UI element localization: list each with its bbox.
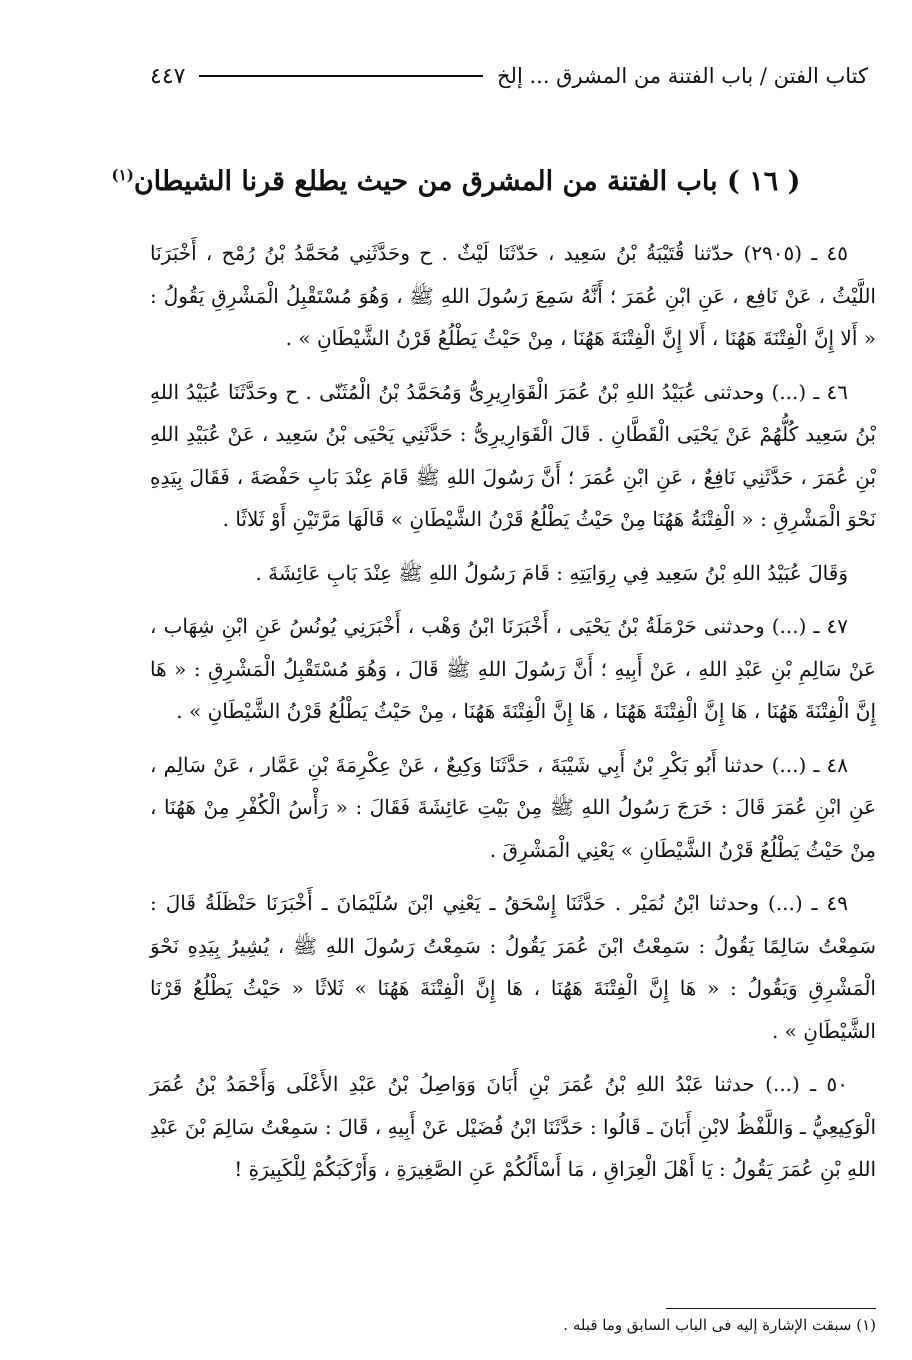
hadith-45: ٤٥ ـ (٢٩٠٥) حدّثنا قُتَيْبَةُ بْنُ سَعِيد ، حَدّثَنَا لَيْثٌ . ح وحَدَّثَنِي مُحَمَّدُ بْنُ رُمْح ، أَخْبَرَنَا اللَّيْثُ ، عَنْ نَافِع ، عَنِ ابْنِ عُمَرَ ؛ أَنَّهُ سَمِعَ رَسُولَ اللهِ ﷺ ، وَهُوَ مُسْتَقْبِلُ الْمَشْرِقِ يَقُولُ : « أَلا إِنَّ الْفِتْنَةَ هَهُنَا ، أَلا إِنَّ الْفِتْنَةَ هَهُنَا ، مِنْ حَيْثُ يَطْلُعُ قَرْنُ الشَّيْطَانِ » . (150, 241, 876, 350)
hadith-50: ٥٠ ـ (...) حدثنا عَبْدُ اللهِ بْنُ عُمَرَ بْنِ أَبَانَ وَوَاصِلُ بْنُ عَبْدِ الأَعْلَى وَأَحْمَدُ بْنُ عُمَرَ الْوَكِيعِيُّ ـ وَاللَّفْظُ لابْنِ أَبَانَ ـ قَالُوا : حَدَّثَنَا ابْنُ فُضَيْل عَنْ أَبِيهِ ، قَالَ : سَمِعْتُ سَالِمَ بْنَ عَبْدِ اللهِ بْنِ عُمَرَ يَقُولُ : يَا أَهْلَ الْعِرَاقِ ، مَا أَسْأَلُكُمْ عَنِ الصَّغِيرَةِ ، وَأَرْكَبَكُمْ لِلْكَبِيرَةِ ! (150, 1072, 876, 1181)
footnote-marker: (١) (111, 166, 134, 184)
hadith-47: ٤٧ ـ (...) وحدثنى حَرْمَلَةُ بْنُ يَحْيَى ، أَخْبَرَنَا ابْنُ وَهْب ، أَخْبَرَنِي يُونُسُ عَنِ ابْنِ شِهَاب ، عَنْ سَالِمِ بْنِ عَبْدِ اللهِ ، عَنْ أَبِيهِ ؛ أَنَّ رَسُولَ اللهِ ﷺ قَالَ ، وَهُوَ مُسْتَقْبِلُ الْمَشْرِقِ : « هَا إِنَّ الْفِتْنَةَ هَهُنَا ، هَا إِنَّ الْفِتْنَةَ هَهُنَا ، هَا إِنَّ الْفِتْنَةَ هَهُنَا ، مِنْ حَيْثُ يَطْلُعُ قَرْنُ الشَّيْطَانِ » . (150, 614, 876, 723)
section-title (60, 166, 852, 197)
hadith-body (150, 232, 876, 1202)
hadith-46: ٤٦ ـ (...) وحدثنى عُبَيْدُ اللهِ بْنُ عُمَرَ الْقَوَارِيرِىُّ وَمُحَمَّدُ بْنُ الْمُثَنّى . ح وحَدَّثَنَا عُبَيْدُ اللهِ بْنُ سَعِيد كُلُّهُمْ عَنْ يَحْيَى الْقَطَّانِ . قَالَ الْقَوَارِيرِىُّ : حَدَّثَنِي يَحْيَى بْنُ سَعِيد ، عَنْ عُبَيْدِ اللهِ بْنِ عُمَرَ ، حَدَّثَنِي نَافِعٌ ، عَنِ ابْنِ عُمَرَ ؛ أَنَّ رَسُولَ اللهِ ﷺ قَامَ عِنْدَ بَابِ حَفْصَةَ ، فَقَالَ بِيَدِهِ نَحْوَ الْمَشْرِقِ : « الْفِتْنَةُ هَهُنَا مِنْ حَيْثُ يَطْلُعُ قَرْنُ الشَّيْطَانِ » قَالَهَا مَرَّتَيْنِ أَوْ ثَلاثًا . (150, 379, 876, 531)
page-number: ٤٤٧ (150, 63, 186, 89)
running-title: كتاب الفتن / باب الفتنة من المشرق ... إلخ (497, 64, 868, 88)
hadith-49: ٤٩ ـ (...) وحدثنا ابْنُ نُمَيْر . حَدَّثَنَا إِسْحَقُ ـ يَعْنِي ابْنَ سُلَيْمَانَ ـ أَخْبَرَنَا حَنْظَلَةُ قَالَ : سَمِعْتُ سَالِمًا يَقُولُ : سَمِعْتُ ابْنَ عُمَرَ يَقُولُ : سَمِعْتُ رَسُولَ اللهِ ﷺ ، يُشِيرُ بِيَدِهِ نَحْوَ الْمَشْرِقِ وَيَقُولُ : « هَا إِنَّ الْفِتْنَةَ هَهُنَا ، هَا إِنَّ الْفِتْنَةَ هَهُنَا » ثَلاثًا « حَيْثُ يَطْلُعُ قَرْنَا الشَّيْطَانِ » . (150, 891, 876, 1043)
footnote: (١) سبقت الإشارة إليه فى الباب السابق وما قبله . (563, 1316, 876, 1334)
running-header (150, 58, 868, 94)
hadith-46-note: وَقَالَ عُبَيْدُ اللهِ بْنُ سَعِيد فِي رِوَايَتِهِ : قَامَ رَسُولُ اللهِ ﷺ عِنْدَ بَابِ عَائِشَةَ . (255, 560, 848, 585)
section-title-text: ( ١٦ ) باب الفتنة من المشرق من حيث يطلع قرنا الشيطان (133, 166, 801, 197)
footnote-rule (666, 1308, 876, 1309)
header-rule (199, 75, 483, 77)
hadith-48: ٤٨ ـ (...) حدثنا أَبُو بَكْرِ بْنُ أَبِي شَيْبَةَ ، حَدَّثَنَا وَكِيعٌ ، عَنْ عِكْرِمَةَ بْنِ عَمَّار ، عَنْ سَالِم ، عَنِ ابْنِ عُمَرَ قَالَ : خَرَجَ رَسُولُ اللهِ ﷺ مِنْ بَيْتِ عَائِشَةَ فَقَالَ : « رَأْسُ الْكُفْرِ مِنْ هَهُنَا ، مِنْ حَيْثُ يَطْلُعُ قَرْنُ الشَّيْطَانِ » يَعْنِي الْمَشْرِقَ . (150, 752, 876, 862)
